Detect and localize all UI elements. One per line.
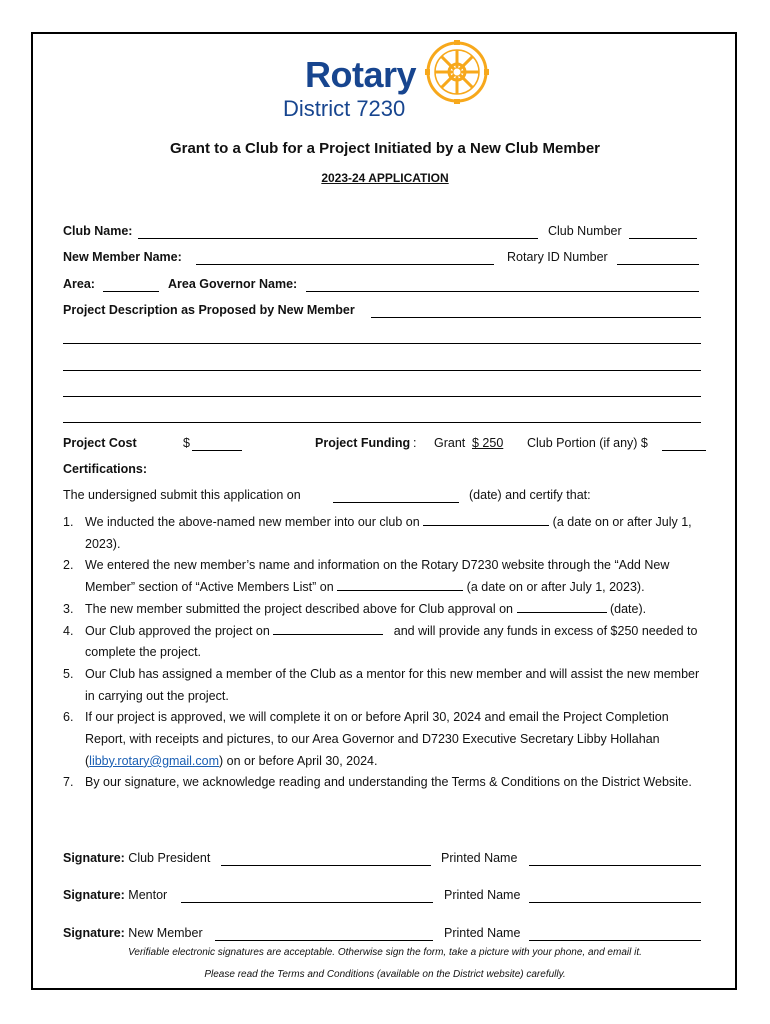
list-text: By our signature, we acknowledge reading and understanding the Terms & Conditions on the District Website. <box>85 775 692 790</box>
signature-row-mentor <box>63 888 167 902</box>
club-number-field[interactable] <box>629 238 697 239</box>
rotary-id-label: Rotary ID Number <box>507 250 608 264</box>
project-approval-date-field[interactable] <box>273 622 383 635</box>
project-funding-colon: : <box>413 436 417 450</box>
list-item <box>63 599 708 621</box>
list-number: 1. <box>63 515 74 529</box>
area-label: Area: <box>63 277 95 291</box>
signature-role: New Member <box>128 926 203 940</box>
project-cost-dollar: $ <box>183 436 190 450</box>
list-number: 4. <box>63 623 74 638</box>
project-description-line-5[interactable] <box>63 422 701 423</box>
list-text-end: and will provide any funds in excess of $250 needed to complete the project. <box>85 623 698 660</box>
printed-name-label: Printed Name <box>444 926 521 940</box>
form-subtitle: 2023-24 APPLICATION <box>321 171 449 185</box>
project-description-line-4[interactable] <box>63 396 701 397</box>
signature-label: Signature: <box>63 926 125 940</box>
list-text: Our Club approved the project on <box>85 623 270 638</box>
club-approval-date-field[interactable] <box>517 600 607 613</box>
club-portion-label: Club Portion (if any) $ <box>527 436 648 450</box>
new-member-signature-field[interactable] <box>215 940 433 941</box>
list-text: We entered the new member’s name and information on the Rotary D7230 website through the “Add New Member” section of “Active Members List” on <box>85 558 670 595</box>
rotary-logo <box>283 40 493 122</box>
grant-amount: $ 250 <box>472 436 504 450</box>
list-text: We inducted the above-named new member into our club on <box>85 515 420 529</box>
new-member-name-field[interactable] <box>196 264 494 265</box>
list-text-end: (date). <box>609 601 647 616</box>
area-field[interactable] <box>103 291 159 292</box>
list-text: If our project is approved, we will complete it on or before April 30, 2024 and email the Project Completion Report, with receipts and pictures, to our Area Governor and D7230 Executive Secretary Libby Hollahan ( <box>85 710 669 768</box>
mentor-signature-field[interactable] <box>181 902 433 903</box>
submission-date-field[interactable] <box>333 502 459 503</box>
printed-name-label: Printed Name <box>441 851 518 865</box>
email-link[interactable]: libby.rotary@gmail.com <box>89 753 220 768</box>
new-member-printed-name-field[interactable] <box>529 940 701 941</box>
certification-intro-start: The undersigned submit this application on <box>63 488 301 502</box>
form-title: Grant to a Club for a Project Initiated by a New Club Member <box>169 140 601 157</box>
induction-date-field[interactable] <box>423 513 549 526</box>
footer-note-signatures: Verifiable electronic signatures are acceptable. Otherwise sign the form, take a picture with your phone, and email it. <box>128 947 642 958</box>
area-governor-field[interactable] <box>306 291 699 292</box>
rotary-wheel-icon <box>425 40 489 104</box>
mentor-printed-name-field[interactable] <box>529 902 701 903</box>
project-cost-field[interactable] <box>192 450 242 451</box>
list-text: The new member submitted the project described above for Club approval on <box>85 601 514 616</box>
project-description-line-2[interactable] <box>63 343 701 344</box>
project-description-label: Project Description as Proposed by New Member <box>63 303 355 317</box>
club-name-label: Club Name: <box>63 224 133 238</box>
list-item <box>63 707 708 772</box>
project-description-line-3[interactable] <box>63 370 701 371</box>
list-number: 7. <box>63 775 74 790</box>
list-text-end: (a date on or after July 1, 2023). <box>466 580 645 595</box>
logo-district: District 7230 <box>283 96 406 121</box>
president-printed-name-field[interactable] <box>529 865 701 866</box>
signature-label: Signature: <box>63 851 125 865</box>
printed-name-label: Printed Name <box>444 888 521 902</box>
rotary-id-field[interactable] <box>617 264 699 265</box>
list-item <box>63 621 708 664</box>
project-description-line-1[interactable] <box>371 317 701 318</box>
list-text-end: (a date on or after July 1, 2023). <box>85 515 692 551</box>
signature-role: Mentor <box>128 888 168 902</box>
list-item <box>63 772 708 794</box>
list-number: 6. <box>63 710 74 725</box>
club-number-label: Club Number <box>548 224 622 238</box>
list-number: 5. <box>63 666 74 681</box>
signature-row-new-member <box>63 926 203 940</box>
president-signature-field[interactable] <box>221 865 431 866</box>
list-number: 2. <box>63 558 74 573</box>
project-cost-label: Project Cost <box>63 436 137 450</box>
project-funding-label: Project Funding <box>315 436 411 450</box>
signature-row-president <box>63 851 210 865</box>
signature-label: Signature: <box>63 888 125 902</box>
list-item <box>63 555 708 598</box>
area-governor-label: Area Governor Name: <box>168 277 298 291</box>
list-item <box>63 664 708 707</box>
grant-label: Grant <box>434 436 466 450</box>
list-text-end: ) on or before April 30, 2024. <box>219 753 378 768</box>
logo-wordmark: Rotary <box>305 54 417 95</box>
new-member-name-label: New Member Name: <box>63 250 182 264</box>
list-item <box>63 512 708 555</box>
list-text: Our Club has assigned a member of the Club as a mentor for this new member and will assist the new member in carrying out the project. <box>85 666 700 703</box>
signature-role: Club President <box>128 851 211 865</box>
footer-note-terms: Please read the Terms and Conditions (available on the District website) carefully. <box>204 969 566 980</box>
club-name-field[interactable] <box>138 238 538 239</box>
certification-intro-end: (date) and certify that: <box>469 488 591 502</box>
list-number: 3. <box>63 601 74 616</box>
certification-list <box>63 512 708 794</box>
certifications-heading: Certifications: <box>63 462 148 476</box>
website-entry-date-field[interactable] <box>337 578 463 591</box>
club-portion-field[interactable] <box>662 450 706 451</box>
